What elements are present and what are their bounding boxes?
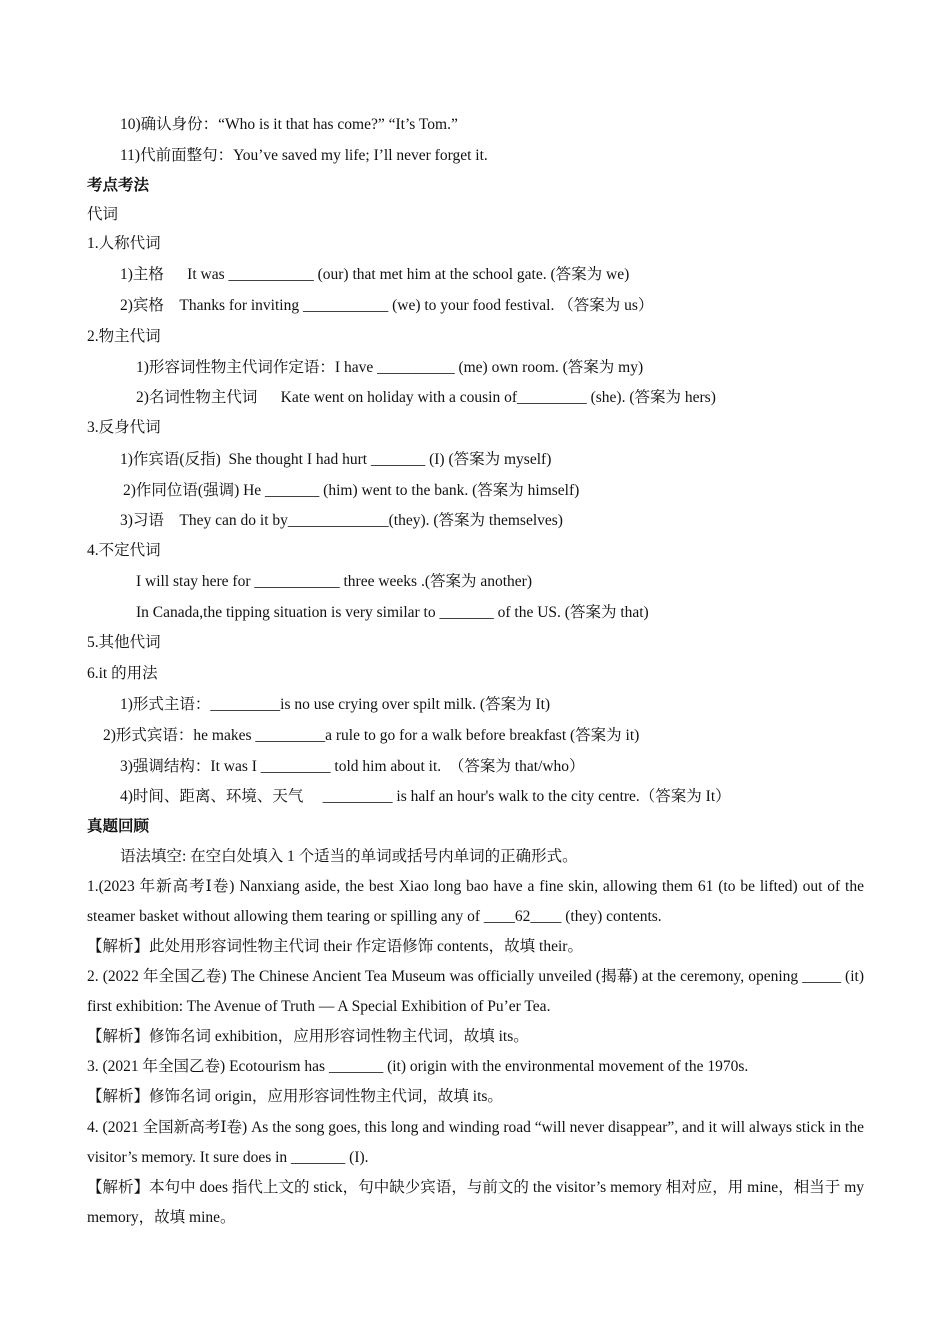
topic-title: 代词 [87,206,119,223]
example-reflexive-appositive: 2)作同位语(强调) He _______ (him) went to the bank. (答案为 himself) [123,482,580,499]
example-adjective-possessive: 1)形容词性物主代词作定语：I have __________ (me) own room. (答案为 my) [136,359,644,376]
example-subject: 1)主格 It was ___________ (our) that met him at the school gate. (答案为 we) [120,266,630,283]
subsection-personal-pronoun: 1.人称代词 [87,235,161,252]
usage-line-11: 11)代前面整句：You’ve saved my life; I’ll never forget it. [120,147,488,164]
analysis-2: 【解析】修饰名词 exhibition，应用形容词性物主代词，故填 its。 [87,1028,529,1045]
question-1: 1.(2023 年新高考Ⅰ卷) Nanxiang aside, the best Xiao long bao have a fine skin, allowing them 61 (to be lifted) out of the steamer basket without allowing them tearing or spilling any of ____62____ (they) contents. [87,878,864,925]
question-2: 2. (2022 年全国乙卷) The Chinese Ancient Tea Museum was officially unveiled (揭幕) at the ceremony, opening _____ (it) first exhibition: The Avenue of Truth — A Special Exhibition of Pu’er Tea. [87,968,864,1015]
example-reflexive-idiom: 3)习语 They can do it by_____________(they). (答案为 themselves) [120,512,563,529]
analysis-1: 【解析】此处用形容词性物主代词 their 作定语修饰 contents，故填 their。 [87,938,583,955]
analysis-3: 【解析】修饰名词 origin，应用形容词性物主代词，故填 its。 [87,1088,503,1105]
analysis-4: 【解析】本句中 does 指代上文的 stick，句中缺少宾语，与前文的 the visitor’s memory 相对应，用 mine，相当于 my memory，故填 mine。 [87,1179,864,1226]
subsection-indefinite-pronoun: 4.不定代词 [87,542,161,559]
example-indefinite-2: In Canada,the tipping situation is very similar to _______ of the US. (答案为 that) [136,604,649,621]
section-heading-kaodian: 考点考法 [87,177,150,194]
instruction-line: 语法填空: 在空白处填入 1 个适当的单词或括号内单词的正确形式。 [120,848,578,865]
section-heading-zhenti: 真题回顾 [87,818,150,835]
example-indefinite-1: I will stay here for ___________ three weeks .(答案为 another) [136,573,532,590]
question-3: 3. (2021 年全国乙卷) Ecotourism has _______ (it) origin with the environmental movement of the 1970s. [87,1058,749,1075]
example-formal-object: 2)形式宾语：he makes _________a rule to go for a walk before breakfast (答案为 it) [103,727,640,744]
subsection-reflexive-pronoun: 3.反身代词 [87,419,161,436]
example-emphatic: 3)强调结构：It was I _________ told him about it. （答案为 that/who） [120,758,585,775]
subsection-other-pronoun: 5.其他代词 [87,634,161,651]
example-formal-subject: 1)形式主语：_________is no use crying over spilt milk. (答案为 It) [120,696,551,713]
example-reflexive-object: 1)作宾语(反指) She thought I had hurt _______ (I) (答案为 myself) [120,451,552,468]
example-object: 2)宾格 Thanks for inviting ___________ (we) to your food festival. （答案为 us） [120,297,654,314]
subsection-it-usage: 6.it 的用法 [87,665,158,682]
usage-line-10: 10)确认身份：“Who is it that has come?” “It’s Tom.” [120,116,458,133]
example-time-distance: 4)时间、距离、环境、天气 _________ is half an hour's walk to the city centre.（答案为 It） [120,788,731,805]
question-4: 4. (2021 全国新高考Ⅰ卷) As the song goes, this long and winding road “will never disappear”, and it will always stick in the visitor’s memory. It sure does in _______ (I). [87,1119,864,1166]
subsection-possessive-pronoun: 2.物主代词 [87,328,161,345]
example-noun-possessive: 2)名词性物主代词 Kate went on holiday with a cousin of_________ (she). (答案为 hers) [136,389,716,406]
